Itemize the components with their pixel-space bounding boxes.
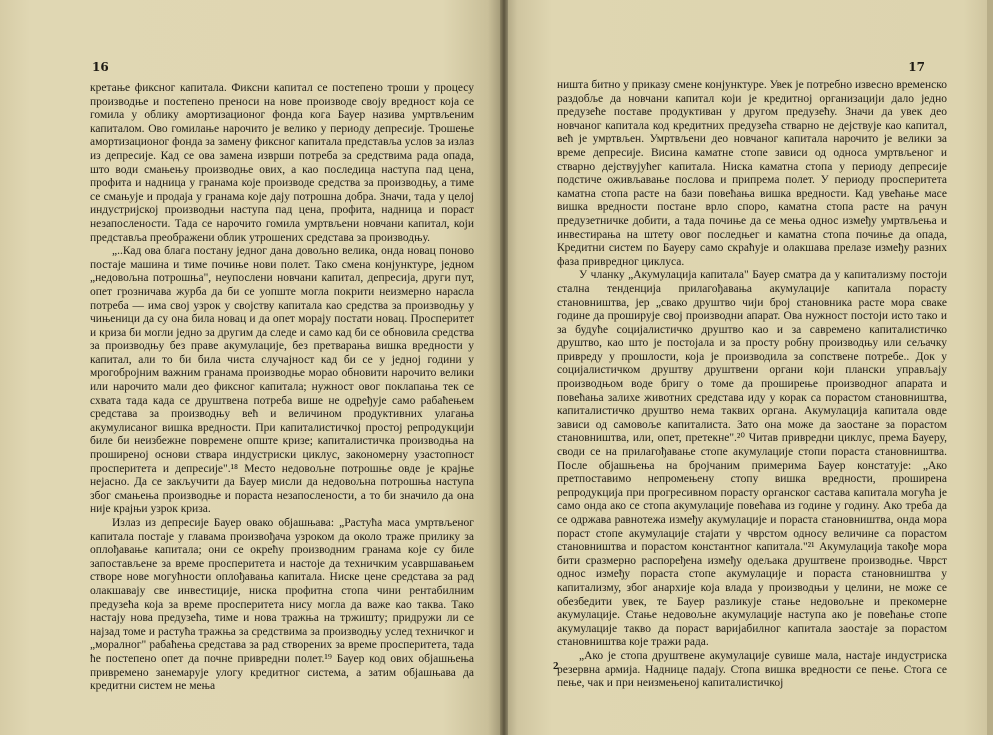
paragraph: ништа битно у приказу смене конјунктуре. Увек је потребно извесно временско раздобље да новчани капитал који је кредитној организацији дало једно предузеће поставе продуктиван у другом предузећу. Значи да увек део новчаног капитала код кредитних предузећа стварно не дејствује као капитал, већ је умртвљен. Умртвљени део новчаног капитала нарочито је велики за време депресије. Висина каматне стопе зависи од односа умртвљеног и стварно дејствујућег капитала. Ниска каматна стопа у периоду депресије подстиче оживљавање послова и припрема полет. У периоду просперитета каматна стопа расте на бази повећања вишка вредности. Кад увећање масе вишка вредности постане врло споро, каматна стопа расте на рачун предузетничке добити, а тада почиње да се мења однос између умртвљења и инвестирања на штету овог последњег и каматна стопа почиње да опада, Кредитни систем по Бауеру само скраћује и олакшава прелазе између разних фаза привредног циклуса. bbox=[557, 79, 947, 268]
page-number: 16 bbox=[92, 60, 109, 74]
paragraph: кретање фиксног капитала. Фиксни капитал се постепено троши у процесу производње и постепено преноси на нове производе своју вредност која се гомила у облику амортизационог фонда кога Бауер назива умртвљеним капиталом. Ово гомилање нарочито је велико у периоду депресије. Трошење амортизационог фонда за замену фиксног капитала представља услов за излаз из депресије. Кад се ова замена изврши потреба за средствима рада опада, што води смањењу производње ових, а као последица наступа пад цена, профита и надница у гранама које производе средства за производњу, а тиме се смањује и продаја у гранама које дају потрошна добра. Значи, тада у целој индустријској производњи наступа пад цена, профита, надница и пораст незапослености. Тада се нарочито гомила умртвљени новчани капитал, који представља преображени облик утрошених средстава за производњу. bbox=[90, 82, 475, 244]
book-gutter bbox=[500, 0, 508, 735]
paragraph: Излаз из депресије Бауер овако објашњава: „Растућа маса умртвљеног капитала постаје у главама произвођача узроком да около траже прилику за оплођавање капитала; они се окрећу производним гранама које су биле запостављене за време просперитета и настоје да техничким усавршавањем створе нове могућности оплођавања капитала. Ниске цене средстава за рад олакшавају све инвестиције, ниска профитна стопа чини рентабилним предузећа која за време просперитета нису могла да важе као таква. Тако настају нова предузећа, тиме и нова тражња на тржишту; придружи ли се најзад томе и растућа тражња за средствима за производњу услед техничког и „моралног" рабаћења средстава за рад створених за време просперитета, тада ће постепено опет да почне привредни полет.¹⁹ Бауер код ових објашњења привремено занемарује улогу кредитног система, а затим објашњава да кредитни систем не мења bbox=[90, 517, 474, 693]
page-text bbox=[557, 79, 947, 691]
paragraph: У чланку „Акумулација капитала" Бауер сматра да у капитализму постоји стална тенденција прилагођавања акумулације капитала порасту становништва, јер „свако друштво чији број становника расте мора сваке године да проширује свој производни апарат. Ова нужност постоји исто тако и за будуће социјалистичко друштво као и за савремено капиталистичко друштво, као што је постојала и за просту робну производњу или сељачку привреду у прошлости, која је производила за сопствене потребе.. Док у социјалистичком друштву друштвени органи који плански управљају производњом воде бригу о томе да проширење производног апарата и повећања залихе животних средстава иду у корак са порастом становништва, капиталистичко друштво нема таквих органа. Акумулација капитала овде зависи од самовоље капиталиста. Зато она може да заостане за порастом становништва, или, опет, претекне".²⁰ Читав привредни циклус, према Бауеру, своди се на прилагођавање стопе акумулације стопи пораста становништва. После објашњења на бројчаним примерима Бауер констатује: „Ако претпоставимо непромењену стопу вишка вредности, проширена репродукција при прогресивном порасту органског састава капитала могућа је само онда ако се стопа акумулације повећава из године у годину. Ако треба да се одржава равнотежа између акумулације и пораста становништва, онда мора пораст стопе акумулације стајати у чврстом односу величине са порастом становништва и порастом константног капитала."²¹ Акумулација такође мора бити сразмерно распоређена између одељака друштвене производње. Чврст однос између пораста стопе акумулације и пораста становништва у капитализму, због анархије која влада у производњи у целини, не може се обезбедити увек, те Бауер разликује стање недовољне и прекомерне акумулације. Стање недовољне акумулације наступа ако је повећање стопе акумулације такво да пораст варијабилног капитала заостаје за порастом становништва које тражи рада. bbox=[557, 269, 947, 649]
signature-mark: 2 bbox=[553, 660, 559, 672]
page-number: 17 bbox=[908, 60, 925, 74]
paragraph: „..Кад ова блага постану једног дана довољно велика, онда новац поново постаје машина и тиме почиње нови полет. Тако смена конјунктуре, једном „недовољна потрошња", неупослени новчани капитал, депресија, други пут, опет грозничава журба да би се уопште могла покрити неизмерно нарасла потреба — има свој узрок у својству капитала као средства за производњу у чињеници да су она била новац и да опет морају постати новац. Просперитет и криза би могли једно за другим да следе и само кад би се обновила средства за производњу без праве акумулације, без претварања вишка вредности у капитал, али то би била чиста случајност кад би се у једној години у мрогобројним важним гранама производње морао обновити нарочито велики или нарочито мали део фиксног капитала; нужност овог поклапања тек се схвата тада када се друштвена потреба више не одређује само рабаћењем средстава за производњу већ и величином продуктивних улагања акумулисаног вишка вредности. При капиталистичкој простој репродукцији биле би неизбежне повремене опште кризе; капиталистичка производња на проширеној основи ствара индустриски циклус, закономерну узастопност просперитета и депресије".¹⁸ Место недовољне потрошње овде је крајње нејасно. Да се закључити да Бауер мисли да недовољна потрошња наступа због смањења производње и пораста незапослености, а то би значило да она није крајњи узрок криза. bbox=[90, 245, 474, 516]
paragraph: „Ако је стопа друштвене акумулације сувише мала, настаје индустриска резервна армија. Наднице падају. Стопа вишка вредности се пење. Стога се пење, чак и при неизмењеној капиталистичкој bbox=[557, 649, 947, 690]
page-text bbox=[90, 82, 474, 694]
page-edge bbox=[987, 0, 993, 735]
right-page bbox=[503, 0, 993, 735]
